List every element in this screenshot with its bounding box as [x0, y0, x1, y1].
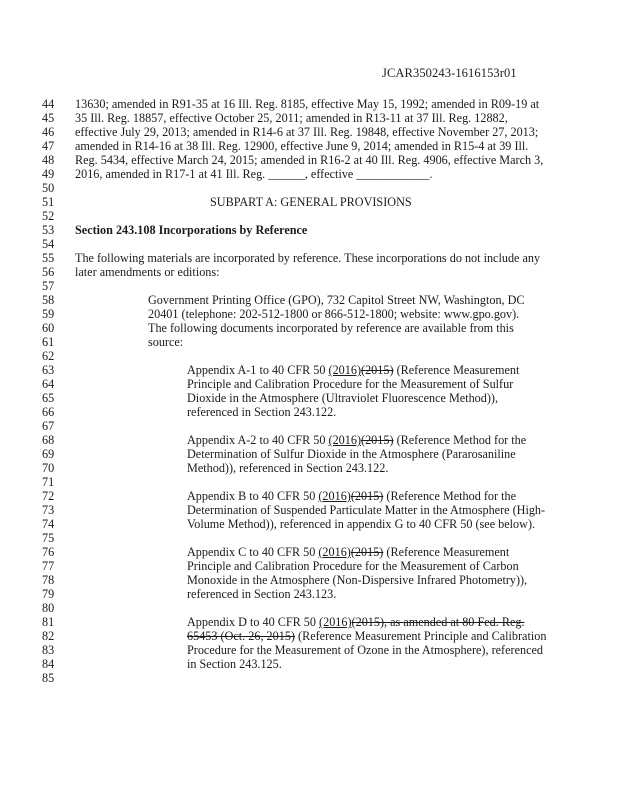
line-number: 80	[42, 601, 55, 615]
line-number: 59	[42, 307, 55, 321]
inserted-text: (2016)	[319, 615, 352, 629]
line-text: The following materials are incorporated by reference. These incorporations do not include any	[75, 251, 541, 265]
line-number: 57	[42, 279, 55, 293]
text-line	[0, 209, 618, 223]
deleted-text: (2015)	[350, 489, 384, 503]
line-number: 67	[42, 419, 55, 433]
line-text: Reg. 5434, effective March 24, 2015; amended in R16-2 at 40 Ill. Reg. 4906, effective March 3,	[75, 153, 544, 167]
line-number: 69	[42, 447, 55, 461]
line-number: 75	[42, 531, 55, 545]
text-line	[0, 223, 618, 237]
line-text: 13630; amended in R91-35 at 16 Ill. Reg. 8185, effective May 15, 1992; amended in R09-19 at	[75, 97, 540, 111]
deleted-text: (2015)	[361, 433, 394, 447]
deleted-text: (2015), as amended at 80 Fed. Reg.	[351, 615, 525, 629]
line-number: 73	[42, 503, 55, 517]
text-line	[0, 405, 618, 419]
inserted-text: (2016)	[318, 489, 351, 503]
text-line	[0, 279, 618, 293]
text-line	[0, 391, 618, 405]
line-number: 72	[42, 489, 55, 503]
text-line	[0, 587, 618, 601]
line-number: 66	[42, 405, 55, 419]
line-number: 51	[42, 195, 55, 209]
line-number: 79	[42, 587, 55, 601]
text-line	[0, 293, 618, 307]
line-number: 70	[42, 461, 55, 475]
text-line	[0, 139, 618, 153]
line-number: 84	[42, 657, 55, 671]
line-number: 81	[42, 615, 55, 629]
line-text: Determination of Sulfur Dioxide in the Atmosphere (Pararosaniline	[187, 447, 516, 461]
line-number: 49	[42, 167, 55, 181]
line-number: 55	[42, 251, 55, 265]
line-text: Appendix D to 40 CFR 50 (2016)(2015), as amended at 80 Fed. Reg.	[187, 615, 525, 629]
text-line	[0, 517, 618, 531]
line-number: 76	[42, 545, 55, 559]
section-heading: Section 243.108 Incorporations by Reference	[75, 223, 308, 237]
line-text: Appendix C to 40 CFR 50 (2016)(2015) (Reference Measurement	[187, 545, 510, 559]
line-number: 62	[42, 349, 55, 363]
line-text: 2016, amended in R17-1 at 41 Ill. Reg. ______, effective ____________.	[75, 167, 433, 181]
text-line	[0, 181, 618, 195]
line-text: source:	[148, 335, 184, 349]
text-line	[0, 265, 618, 279]
text-line	[0, 475, 618, 489]
text-line	[0, 111, 618, 125]
line-number: 47	[42, 139, 55, 153]
line-text: Government Printing Office (GPO), 732 Capitol Street NW, Washington, DC	[148, 293, 525, 307]
text-line	[0, 125, 618, 139]
line-number: 45	[42, 111, 55, 125]
line-number: 53	[42, 223, 55, 237]
text-line	[0, 447, 618, 461]
text-line	[0, 307, 618, 321]
line-text: 65453 (Oct. 26, 2015) (Reference Measurement Principle and Calibration	[187, 629, 547, 643]
text-line	[0, 251, 618, 265]
line-number: 50	[42, 181, 55, 195]
line-text: referenced in Section 243.122.	[187, 405, 337, 419]
text-line	[0, 433, 618, 447]
line-text: Monoxide in the Atmosphere (Non-Dispersive Infrared Photometry)),	[187, 573, 528, 587]
text-line	[0, 545, 618, 559]
line-number: 77	[42, 559, 55, 573]
line-number: 85	[42, 671, 55, 685]
text-line	[0, 97, 618, 111]
text-line	[0, 489, 618, 503]
line-number: 60	[42, 321, 55, 335]
line-text: later amendments or editions:	[75, 265, 220, 279]
line-number: 44	[42, 97, 55, 111]
line-text: Principle and Calibration Procedure for the Measurement of Carbon	[187, 559, 519, 573]
line-text: Procedure for the Measurement of Ozone in the Atmosphere), referenced	[187, 643, 543, 657]
text-line	[0, 671, 618, 685]
line-number: 64	[42, 377, 55, 391]
line-number: 52	[42, 209, 55, 223]
deleted-text: (2015)	[350, 545, 384, 559]
line-text: Appendix B to 40 CFR 50 (2016)(2015) (Reference Method for the	[187, 489, 517, 503]
text-line	[0, 153, 618, 167]
line-text: referenced in Section 243.123.	[187, 587, 337, 601]
text-line	[0, 167, 618, 181]
text-line	[0, 237, 618, 251]
text-line	[0, 573, 618, 587]
text-line	[0, 461, 618, 475]
text-line	[0, 601, 618, 615]
text-line	[0, 629, 618, 643]
line-number: 68	[42, 433, 55, 447]
line-text: Volume Method)), referenced in appendix G to 40 CFR 50 (see below).	[187, 517, 536, 531]
line-text: Principle and Calibration Procedure for the Measurement of Sulfur	[187, 377, 514, 391]
line-number: 48	[42, 153, 55, 167]
line-number: 65	[42, 391, 55, 405]
inserted-text: (2016)	[318, 545, 351, 559]
text-line	[0, 615, 618, 629]
line-number: 46	[42, 125, 55, 139]
text-line	[0, 195, 618, 209]
text-line	[0, 377, 618, 391]
line-number: 71	[42, 475, 55, 489]
text-line	[0, 503, 618, 517]
line-text: Dioxide in the Atmosphere (Ultraviolet Fluorescence Method)),	[187, 391, 499, 405]
text-line	[0, 559, 618, 573]
document-id-header: JCAR350243-1616153r01	[382, 66, 517, 80]
subpart-heading: SUBPART A: GENERAL PROVISIONS	[210, 195, 412, 209]
text-line	[0, 363, 618, 377]
line-text: 20401 (telephone: 202-512-1800 or 866-512-1800; website: www.gpo.gov).	[148, 307, 520, 321]
line-number: 56	[42, 265, 55, 279]
text-line	[0, 643, 618, 657]
line-text: effective July 29, 2013; amended in R14-6 at 37 Ill. Reg. 19848, effective November 27, 2013;	[75, 125, 539, 139]
deleted-text: (2015)	[361, 363, 394, 377]
line-text: amended in R14-16 at 38 Ill. Reg. 12900, effective June 9, 2014; amended in R15-4 at 39 Ill.	[75, 139, 529, 153]
line-text: in Section 243.125.	[187, 657, 282, 671]
line-number: 63	[42, 363, 55, 377]
text-line	[0, 321, 618, 335]
line-number: 61	[42, 335, 55, 349]
line-number: 58	[42, 293, 55, 307]
line-number: 74	[42, 517, 55, 531]
line-number: 82	[42, 629, 55, 643]
line-text: Determination of Suspended Particulate Matter in the Atmosphere (High-	[187, 503, 546, 517]
line-number: 54	[42, 237, 55, 251]
text-line	[0, 419, 618, 433]
text-line	[0, 349, 618, 363]
line-text: The following documents incorporated by reference are available from this	[148, 321, 514, 335]
text-line	[0, 531, 618, 545]
text-line	[0, 335, 618, 349]
line-number: 78	[42, 573, 55, 587]
line-text: Method)), referenced in Section 243.122.	[187, 461, 389, 475]
inserted-text: (2016)	[328, 433, 362, 447]
line-text: Appendix A-2 to 40 CFR 50 (2016)(2015) (Reference Method for the	[187, 433, 527, 447]
line-text: 35 Ill. Reg. 18857, effective October 25, 2011; amended in R13-11 at 37 Ill. Reg. 12882,	[75, 111, 508, 125]
text-line	[0, 657, 618, 671]
line-text: Appendix A-1 to 40 CFR 50 (2016)(2015) (Reference Measurement	[187, 363, 520, 377]
inserted-text: (2016)	[328, 363, 362, 377]
line-number: 83	[42, 643, 55, 657]
deleted-text: 65453 (Oct. 26, 2015)	[187, 629, 295, 643]
